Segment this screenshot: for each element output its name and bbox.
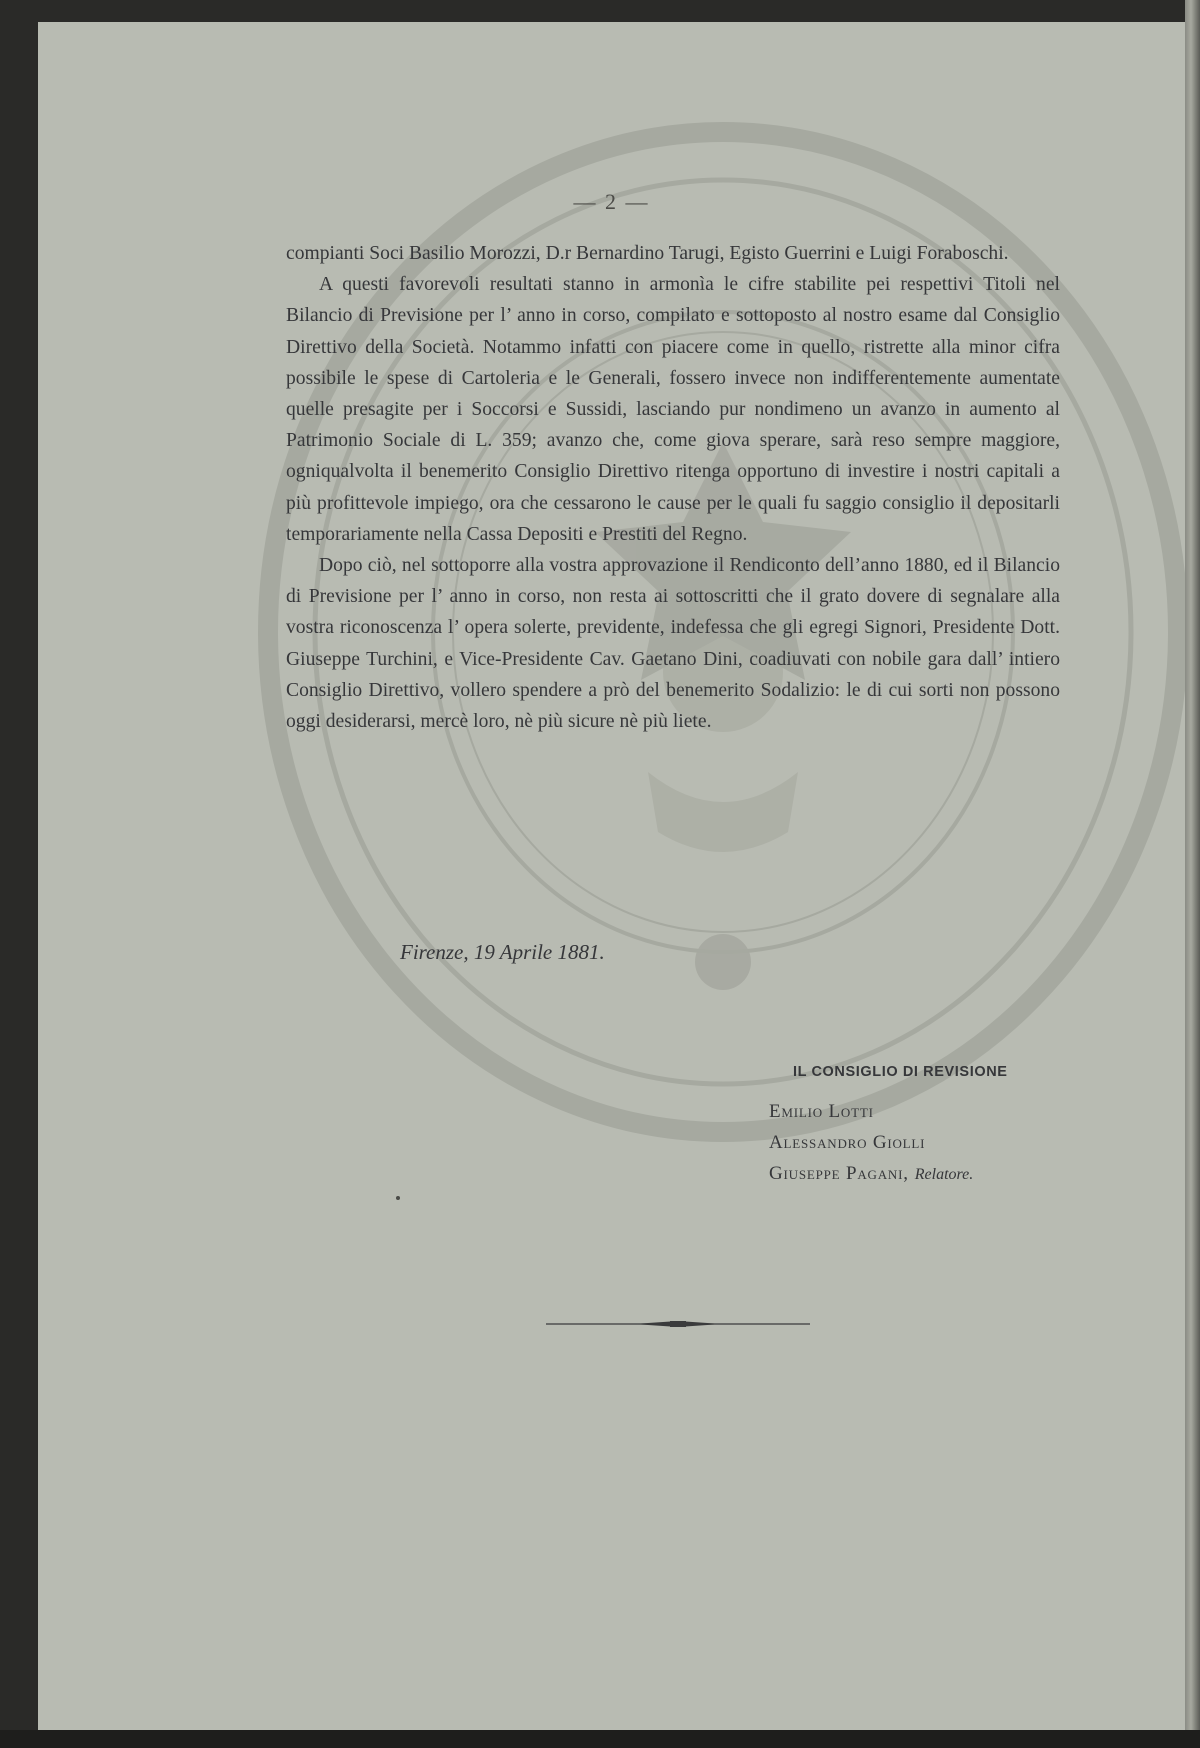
page-number: — 2 — xyxy=(573,189,650,214)
signer-role: Relatore. xyxy=(914,1166,974,1183)
body-text xyxy=(286,238,1060,737)
dateline: Firenze, 19 Aprile 1881. xyxy=(400,940,605,964)
council-heading: IL CONSIGLIO DI REVISIONE xyxy=(793,1064,1008,1080)
paragraph: A questi favorevoli resultati stanno in armonìa le cifre stabilite pei respettivi Titoli nel Bilancio di Previsione per l’ anno in corso, compilato e sottoposto al nostro esame dal Consiglio Direttivo della Società. Notammo infatti con piacere come in quello, ristrette alla minor cifra possibile le spese di Cartoleria e le Generali, fossero invece non indifferentemente aumentate quelle presagite per i Soccorsi e Sussidi, lasciando pur nondimeno un avanzo in aumento al Patrimonio Sociale di L. 359; avanzo che, come giova sperare, sarà reso sempre maggiore, ogniqualvolta il benemerito Consiglio Direttivo ritenga opportuno di investire i nostri capitali a più profittevole impiego, ora che cessarono le cause per le quali fu saggio consiglio il depositarli temporariamente nella Cassa Depositi e Prestiti del Regno. xyxy=(286,274,1060,545)
page-edge-bottom xyxy=(0,1730,1200,1748)
ink-dot xyxy=(396,1196,400,1200)
signature-block xyxy=(769,1064,1069,1190)
paragraph: compianti Soci Basilio Morozzi, D.r Bernardino Tarugi, Egisto Guerrini e Luigi Foraboschi. xyxy=(286,243,1009,264)
signer-name-text: Emilio Lotti xyxy=(769,1101,874,1122)
signer-name-text: Giuseppe Pagani, xyxy=(769,1163,909,1184)
signer-name-text: Alessandro Giolli xyxy=(769,1132,926,1153)
signer-name xyxy=(769,1096,1069,1127)
signer-name xyxy=(769,1158,1069,1190)
page-edge-right xyxy=(1185,0,1200,1748)
document-page xyxy=(38,22,1185,1730)
decorative-rule xyxy=(546,1318,810,1330)
signer-name xyxy=(769,1127,1069,1158)
paragraph: Dopo ciò, nel sottoporre alla vostra approvazione il Rendiconto dell’anno 1880, ed il Bilancio di Previsione per l’ anno in corso, non resta ai sottoscritti che il grato dovere di segnalare alla vostra riconoscenza l’ opera solerte, previdente, indefessa che gli egregi Signori, Presidente Dott. Giuseppe Turchini, e Vice-Presidente Cav. Gaetano Dini, coadiuvati con nobile gara dall’ intiero Consiglio Direttivo, vollero spendere a prò del benemerito Sodalizio: le di cui sorti non possono oggi desiderarsi, mercè loro, nè più sicure nè più liete. xyxy=(286,555,1060,733)
